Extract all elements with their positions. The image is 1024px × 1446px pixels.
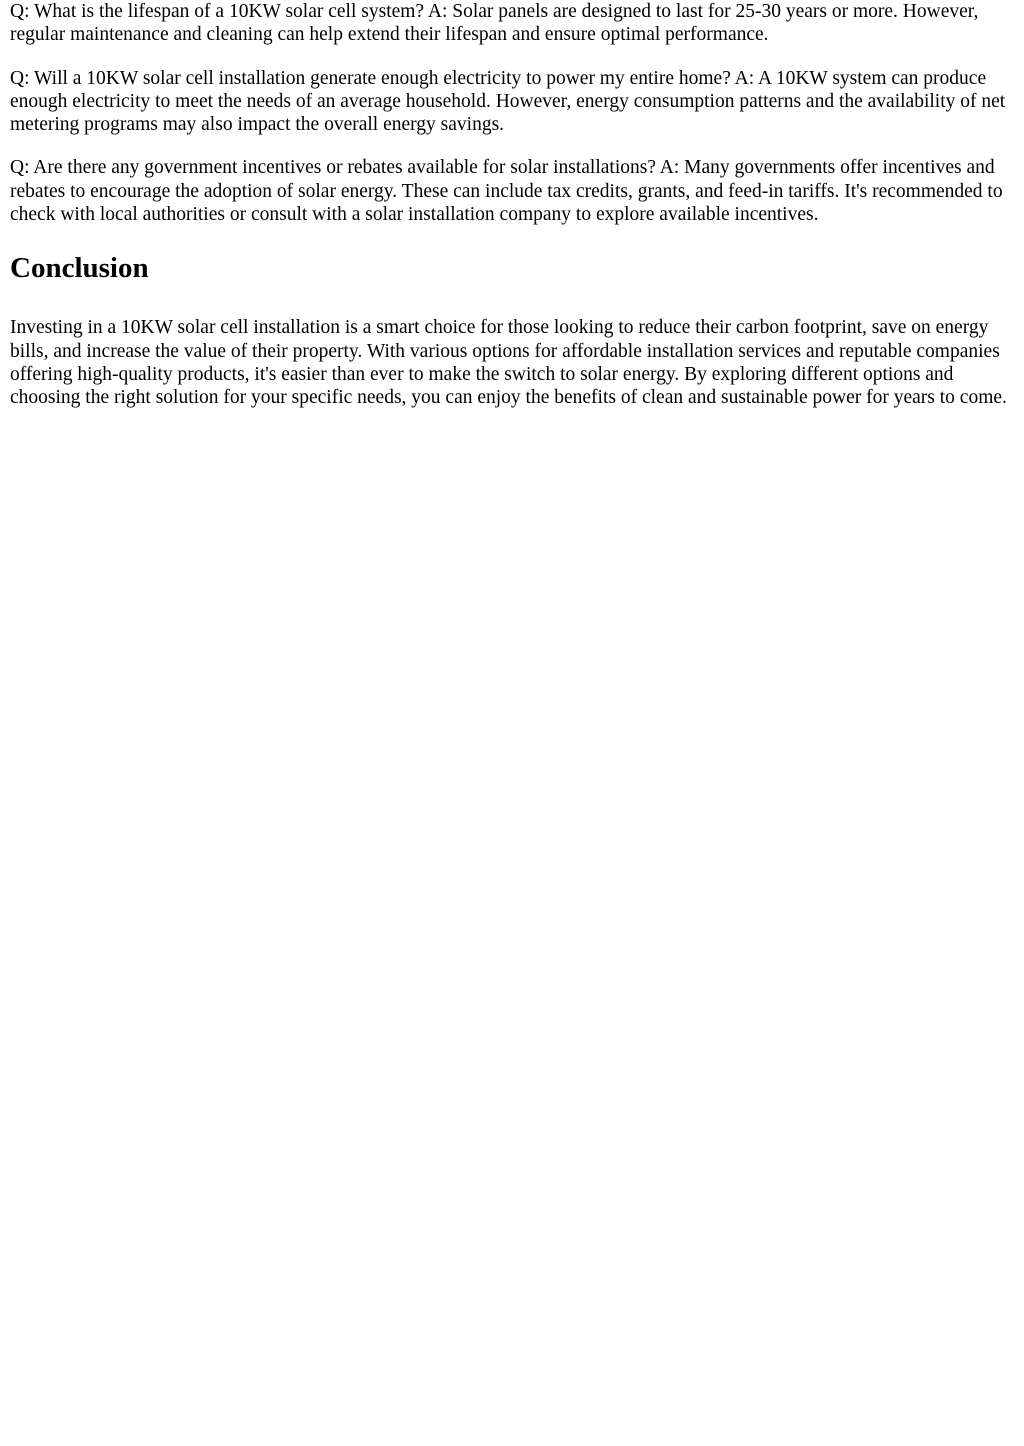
faq-lifespan-paragraph: Q: What is the lifespan of a 10KW solar cell system? A: Solar panels are designed to last for 25-30 years or more. However, regular maintenance and cleaning can help extend their lifespan and ensure optimal performance.	[10, 1, 979, 46]
document-page	[10, 0, 1014, 430]
faq-home-power-paragraph: Q: Will a 10KW solar cell installation generate enough electricity to power my entire home? A: A 10KW system can produce enough electricity to meet the needs of an average household. However, energy consumption patterns and the availability of net metering programs may also impact the overall energy savings.	[10, 67, 1006, 136]
faq-incentives-paragraph: Q: Are there any government incentives or rebates available for solar installations? A: Many governments offer incentives and rebates to encourage the adoption of solar energy. These can include tax credits, grants, and feed-in tariffs. It's recommended to check with local authorities or consult with a solar installation company to explore available incentives.	[10, 157, 1003, 226]
conclusion-heading: Conclusion	[10, 252, 149, 285]
conclusion-paragraph: Investing in a 10KW solar cell installation is a smart choice for those looking to reduce their carbon footprint, save on energy bills, and increase the value of their property. With various options for affordable installation services and reputable companies offering high-quality products, it's easier than ever to make the switch to solar energy. By exploring different options and choosing the right solution for your specific needs, you can enjoy the benefits of clean and sustainable power for years to come.	[10, 317, 1007, 409]
